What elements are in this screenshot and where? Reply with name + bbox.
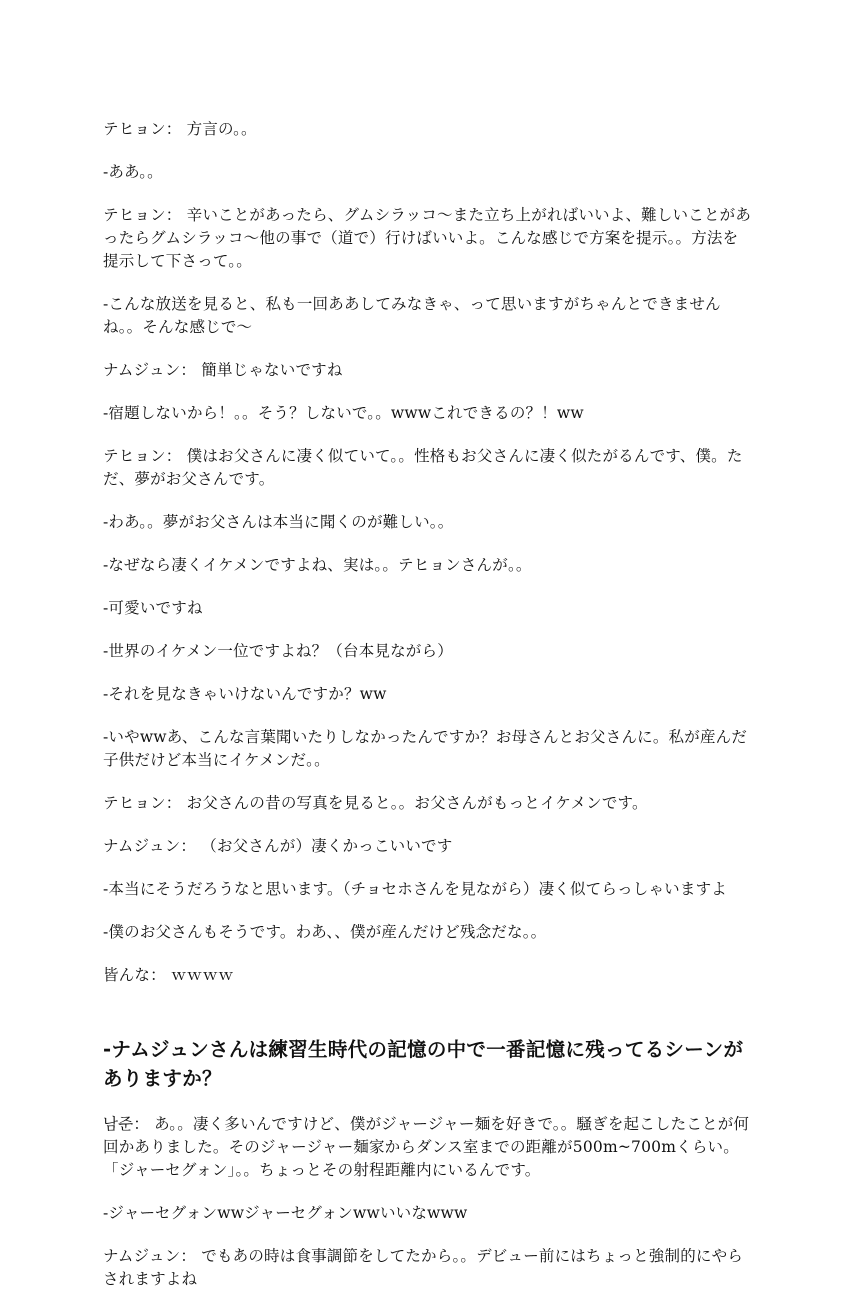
dialogue-line: ナムジュン： 簡単じゃないですね xyxy=(103,361,343,379)
dialogue-line: -なぜなら凄くイケメンですよね、実は。。テヒョンさんが。。 xyxy=(103,556,532,574)
dialogue-line: -本当にそうだろうなと思います。（チョセホさんを見ながら）凄く似てらっしゃいますよ xyxy=(103,880,727,898)
dialogue-line: ナムジュン： （お父さんが）凄くかっこいいです xyxy=(103,837,453,855)
dialogue-line: -わあ。。夢がお父さんは本当に聞くのが難しい。。 xyxy=(103,513,454,531)
dialogue-line: テヒョン： 辛いことがあったら、グムシラッコ～また立ち上がればいいよ、難しいことがあったらグムシラッコ～他の事で（道で）行けばいいよ。こんな感じで方案を提示。。方法を提示して下さって。。 xyxy=(103,206,752,270)
dialogue-line: -それを見なきゃいけないんですか？ww xyxy=(103,685,387,703)
dialogue-line: テヒョン： お父さんの昔の写真を見ると。。お父さんがもっとイケメンです。 xyxy=(103,794,648,812)
dialogue-line: テヒョン： 僕はお父さんに凄く似ていて。。性格もお父さんに凄く似たがるんです、僕。ただ、夢がお父さんです。 xyxy=(103,447,743,488)
dialogue-line: -宿題しないから！。。そう？しないで。。wwwこれできるの？！ww xyxy=(103,404,584,422)
dialogue-line: -いやwwあ、こんな言葉聞いたりしなかったんですか？お母さんとお父さんに。私が産んだ子供だけど本当にイケメンだ。。 xyxy=(103,728,748,769)
dialogue-line: 남준： あ。。凄く多いんですけど、僕がジャージャー麺を好きで。。騒ぎを起こしたことが何回かありました。そのジャージャー麺家からダンス室までの距離が500m~700mくらい。「ジャーセグォン」。。ちょっとその射程距離内にいるんです。 xyxy=(103,1115,750,1179)
document-page xyxy=(103,118,753,1311)
dialogue-line: -ジャーセグォンwwジャーセグォンwwいいなwww xyxy=(103,1204,468,1222)
dialogue-line: テヒョン： 方言の。。 xyxy=(103,120,257,138)
dialogue-line: -世界のイケメン一位ですよね？（台本見ながら） xyxy=(103,642,453,660)
dialogue-line: -僕のお父さんもそうです。わあ、、僕が産んだけど残念だな。。 xyxy=(103,923,547,941)
dialogue-line: -可愛いですね xyxy=(103,599,203,617)
dialogue-line: 皆んな： ｗｗｗｗ xyxy=(103,966,234,984)
section-heading: -ナムジュンさんは練習生時代の記憶の中で一番記憶に残ってるシーンがありますか？ xyxy=(103,1038,744,1090)
dialogue-line: -こんな放送を見ると、私も一回ああしてみなきゃ、って思いますがちゃんとできませんね。。そんな感じで～ xyxy=(103,295,721,336)
dialogue-line: ナムジュン： でもあの時は食事調節をしてたから。。デビュー前にはちょっと強制的にやらされますよね xyxy=(103,1247,743,1288)
dialogue-line: -ああ。。 xyxy=(103,163,163,181)
